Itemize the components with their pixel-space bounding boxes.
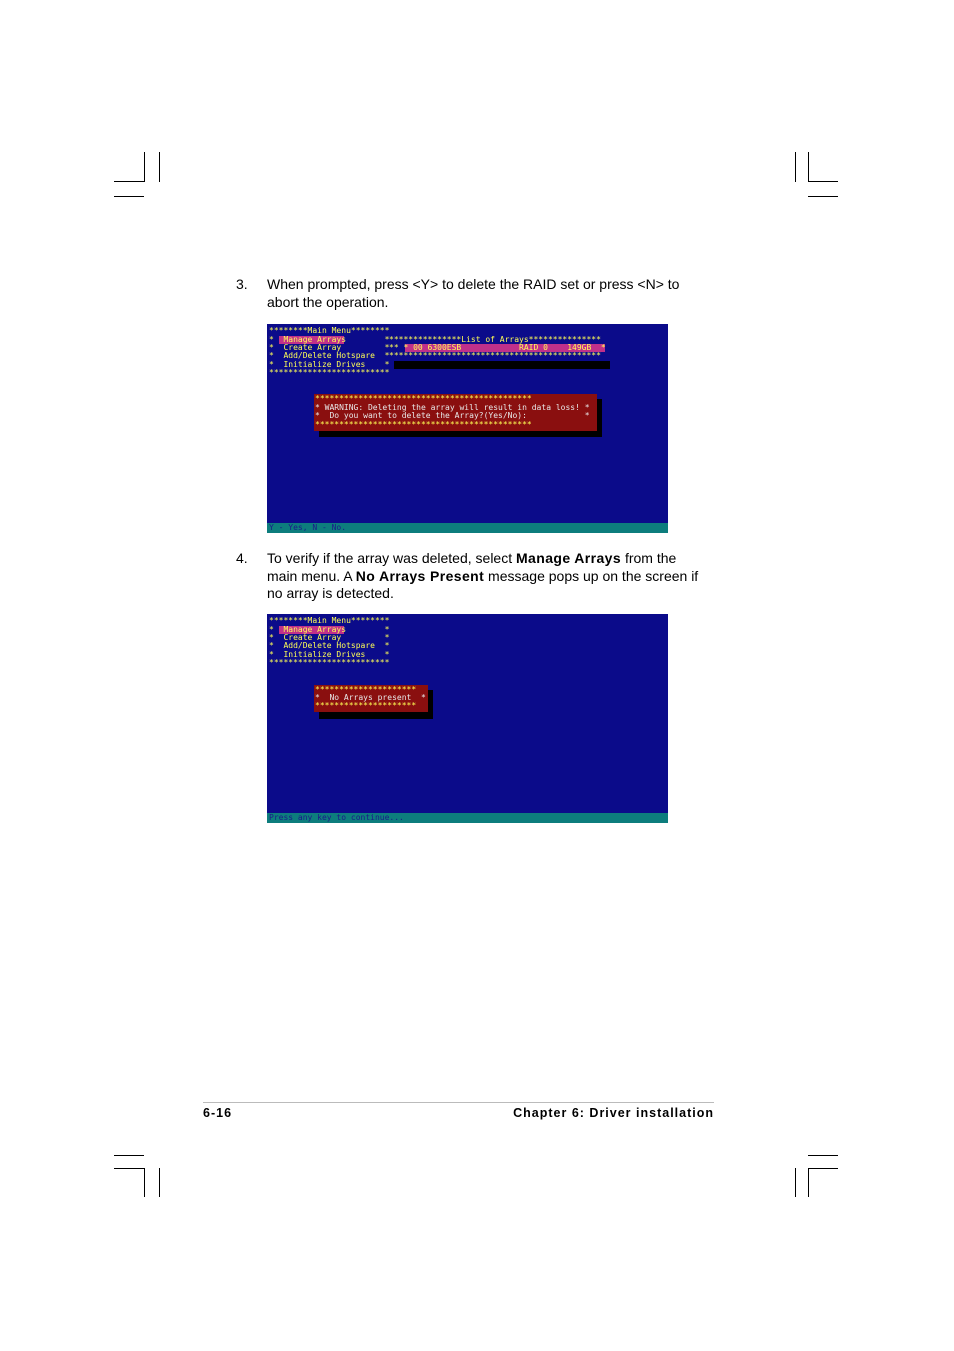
bios-screen-no-arrays: [267, 614, 668, 823]
crop-mark: [159, 1168, 160, 1197]
dialog-border: *********************************************: [315, 420, 532, 429]
menu-item-create-array[interactable]: * Create Array *: [269, 633, 390, 642]
list-border: ********************************************: [389, 351, 601, 360]
crop-mark: [808, 1168, 809, 1197]
crop-mark: [808, 152, 809, 182]
step-number: 4.: [236, 550, 248, 566]
menu-border: ********Main Menu********: [269, 616, 390, 625]
crop-mark: [808, 181, 838, 182]
crop-mark: [144, 152, 145, 182]
dialog-border: *********************: [315, 701, 417, 710]
text-run: To verify if the array was deleted, select: [267, 550, 516, 566]
bold-term: No Arrays Present: [355, 567, 485, 584]
menu-item-manage-arrays[interactable]: * Manage Arrays *: [269, 625, 390, 634]
no-arrays-message: * No Arrays present *: [315, 693, 426, 702]
step-text: [267, 550, 707, 603]
dialog-border: *********************: [315, 685, 417, 694]
crop-mark: [808, 196, 838, 197]
status-text: Y - Yes, N - No.: [269, 523, 347, 532]
bios-screen-delete-confirm: [267, 324, 668, 533]
status-bar: [267, 523, 668, 533]
footer-rule: [203, 1102, 714, 1103]
list-shadow: [394, 361, 610, 369]
chapter-title: Chapter 6: Driver installation: [513, 1106, 714, 1120]
crop-mark: [114, 1155, 144, 1156]
crop-mark: [114, 1168, 144, 1169]
crop-mark: [114, 196, 144, 197]
step-number: 3.: [236, 276, 248, 292]
text-run: message pops up on the screen if no array is detected.: [267, 567, 699, 601]
dialog-border: *********************************************: [315, 394, 532, 403]
crop-mark: [808, 1155, 838, 1156]
crop-mark: [795, 1168, 796, 1197]
menu-border: ********Main Menu********: [269, 326, 390, 335]
menu-item-manage-arrays[interactable]: * Manage Arrays *: [269, 335, 390, 344]
page-number: 6-16: [203, 1106, 233, 1120]
crop-mark: [808, 1168, 838, 1169]
array-row[interactable]: ** * 00 6300ESB RAID 0 149GB *: [389, 343, 606, 352]
crop-mark: [795, 152, 796, 182]
list-border: ***************List of Arrays***************: [389, 335, 601, 344]
crop-mark: [144, 1168, 145, 1197]
status-text: Press any key to continue...: [269, 813, 404, 822]
bold-term: Manage Arrays: [516, 550, 622, 566]
menu-border: *************************: [269, 368, 390, 377]
step-text: When prompted, press <Y> to delete the RAID set or press <N> to abort the operation.: [267, 276, 680, 310]
warning-text: * WARNING: Deleting the array will result in data loss! *: [315, 403, 590, 412]
menu-item-create-array[interactable]: * Create Array *: [269, 343, 390, 352]
text-run: from the main menu. A: [267, 550, 677, 584]
menu-item-initialize-drives[interactable]: * Initialize Drives *: [269, 360, 390, 369]
confirm-prompt[interactable]: * Do you want to delete the Array?(Yes/No): *: [315, 411, 590, 420]
menu-border: *************************: [269, 658, 390, 667]
menu-item-initialize-drives[interactable]: * Initialize Drives *: [269, 650, 390, 659]
menu-item-add-delete-hotspare[interactable]: * Add/Delete Hotspare *: [269, 641, 390, 650]
crop-mark: [114, 181, 144, 182]
status-bar: [267, 813, 668, 823]
menu-item-add-delete-hotspare[interactable]: * Add/Delete Hotspare *: [269, 351, 390, 360]
crop-mark: [159, 152, 160, 182]
